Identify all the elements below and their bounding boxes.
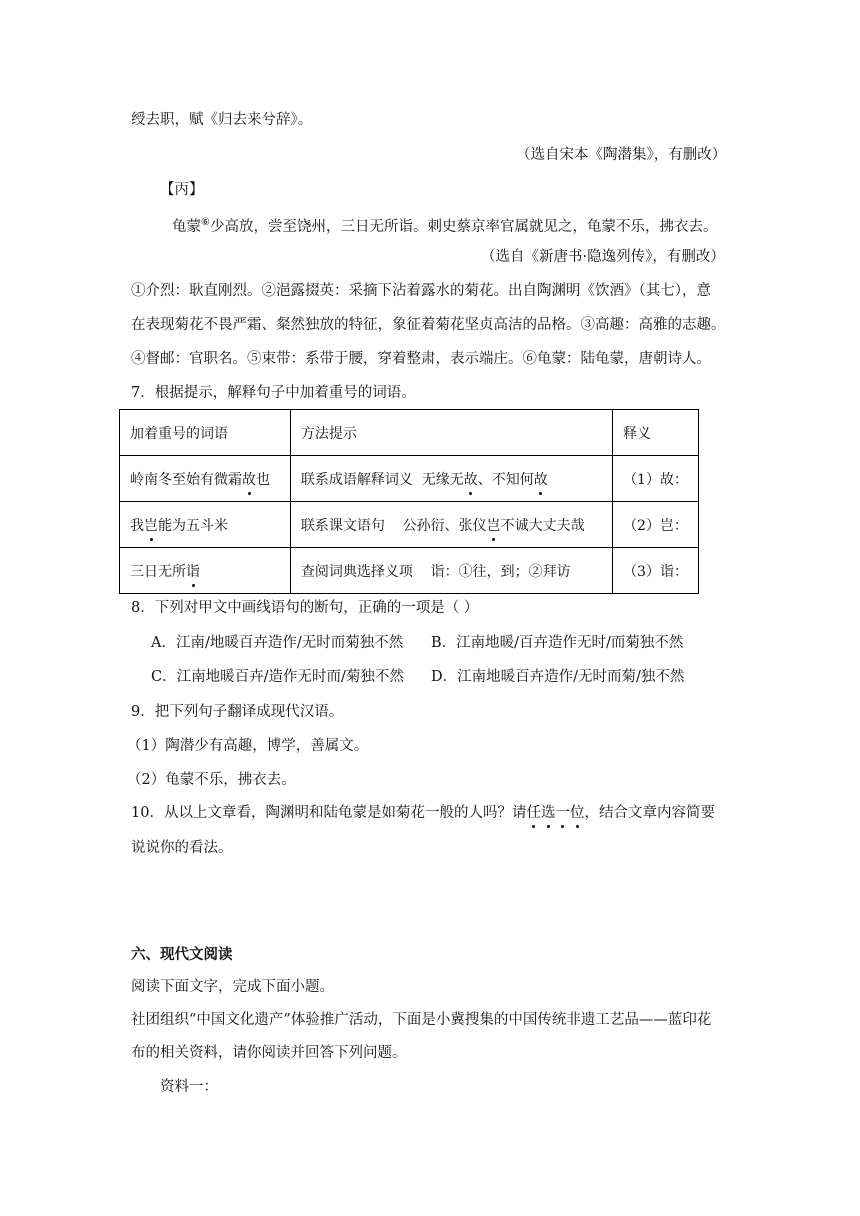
word-cell	[120, 502, 291, 548]
passage-source: （选自《新唐书·隐逸列传》，有删改）	[481, 249, 725, 265]
text-segment: 联系成语解释词义 无缘无	[300, 471, 464, 488]
note-line: ①介烈：耿直刚烈。②浥露掇英：采摘下沾着露水的菊花。出自陶渊明《饮酒》（其七），意	[131, 283, 711, 299]
passage-line: 绶去职，赋《归去来兮辞》。	[131, 112, 313, 128]
text-segment: 也	[256, 471, 270, 488]
word-cell	[120, 456, 291, 502]
emphasis-char: 故	[533, 471, 548, 488]
text-segment: 不诚大丈夫哉	[500, 517, 585, 534]
section-paragraph: 布的相关资料，请你阅读并回答下列问题。	[131, 1045, 407, 1061]
section-intro: 阅读下面文字，完成下面小题。	[131, 979, 334, 995]
table-header-cell: 加着重号的词语	[120, 410, 291, 456]
answer-cell[interactable]: （3）诣：	[613, 548, 699, 594]
material-label: 资料一：	[160, 1079, 218, 1095]
emphasis-char: 任	[526, 805, 541, 821]
passage-source: （选自宋本《陶潜集》，有删改）	[516, 147, 727, 163]
question-9-stem: 9．把下列句子翻译成现代汉语。	[131, 704, 344, 720]
passage-bing-text	[172, 213, 717, 237]
note-line: ④督邮：官职名。⑤束带：系带于腰，穿着整肃，表示端庄。⑥龟蒙：陆龟蒙，唐朝诗人。	[131, 351, 711, 367]
text-segment: 能为五斗米	[158, 517, 228, 534]
note-mark: ⑥	[201, 217, 210, 228]
section-heading: 六、现代文阅读	[131, 946, 233, 963]
emphasis-char: 位	[569, 805, 585, 821]
emphasis-char: 岂	[486, 517, 501, 534]
option-b[interactable]: B．江南地暖/百卉造作无时/而菊独不然	[431, 635, 684, 651]
emphasis-char: 故	[463, 471, 478, 488]
question-10-stem	[131, 803, 715, 823]
text-segment: 三日无所	[130, 563, 186, 580]
section-paragraph: 社团组织“中国文化遗产”体验推广活动，下面是小冀搜集的中国传统非遗工艺品——蓝印花	[131, 1012, 712, 1028]
text-segment: ，结合文章内容简要	[584, 805, 715, 821]
hint-cell	[290, 502, 612, 548]
passage-label-bing: 【丙】	[160, 182, 204, 198]
text-segment: 岭南冬至始有微霜	[130, 471, 242, 488]
text-segment: 龟蒙	[172, 218, 201, 235]
emphasis-char: 一	[555, 805, 570, 821]
table-header-cell: 方法提示	[290, 410, 612, 456]
text-segment: 联系课文语句 公孙衍、张仪	[300, 517, 487, 534]
table-row	[120, 456, 699, 502]
table-row	[120, 548, 699, 594]
text-segment: 少高放，尝至饶州，三日无所诣。刺史蔡京率官属就见之，龟蒙不乐，拂衣去。	[209, 218, 718, 235]
option-a[interactable]: A．江南/地暖百卉造作/无时而菊独不然	[151, 635, 404, 651]
translation-item: （2）龟蒙不乐，拂衣去。	[127, 772, 296, 788]
text-segment: 查阅词典选择义项 诣：①往，到；②拜访	[300, 563, 571, 580]
table-row	[120, 502, 699, 548]
text-segment: 10．从以上文章看，陶渊明和陆龟蒙是如菊花一般的人吗？请	[131, 805, 527, 821]
option-c[interactable]: C．江南地暖百卉/造作无时而/菊独不然	[151, 669, 404, 685]
table-header-cell: 释义	[613, 410, 699, 456]
hint-cell	[290, 548, 612, 594]
emphasis-char: 岂	[144, 517, 158, 534]
vocab-table	[119, 409, 699, 594]
emphasis-char: 故	[242, 471, 256, 488]
question-7-stem: 7．根据提示，解释句子中加着重号的词语。	[131, 385, 416, 401]
question-10-line2: 说说你的看法。	[131, 840, 233, 856]
text-segment: 我	[130, 517, 144, 534]
translation-item: （1）陶潜少有高趣，博学，善属文。	[127, 738, 369, 754]
note-line: 在表现菊花不畏严霜、粲然独放的特征，象征着菊花坚贞高洁的品格。③高趣：高雅的志趣。	[131, 317, 726, 333]
option-d[interactable]: D．江南地暖百卉造作/无时而菊/独不然	[431, 669, 685, 685]
emphasis-char: 诣	[186, 563, 200, 580]
question-8-stem: 8．下列对甲文中画线语句的断句，正确的一项是（ ）	[131, 600, 479, 616]
answer-cell[interactable]: （2）岂：	[613, 502, 699, 548]
text-segment: 、不知何	[477, 471, 534, 488]
word-cell	[120, 548, 291, 594]
emphasis-char: 选	[540, 805, 556, 821]
table-header-row	[120, 410, 699, 456]
answer-cell[interactable]: （1）故：	[613, 456, 699, 502]
hint-cell	[290, 456, 612, 502]
